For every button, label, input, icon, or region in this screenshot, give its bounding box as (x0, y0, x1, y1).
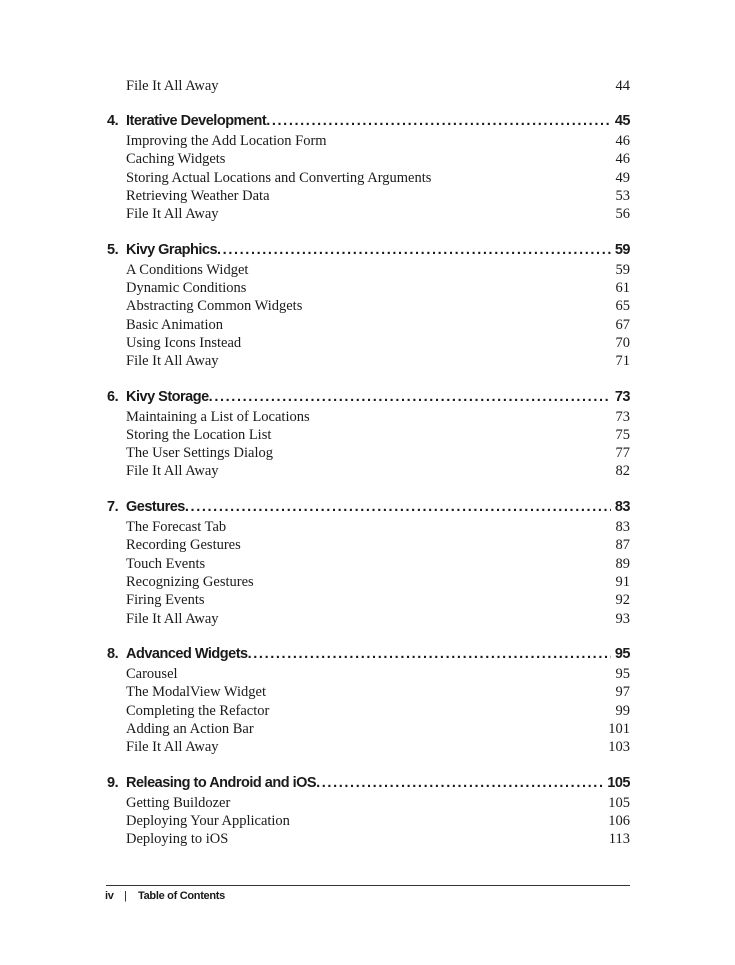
section-page-number: 61 (615, 280, 630, 296)
section-page-number: 70 (615, 335, 630, 351)
toc-section-entry[interactable] (126, 444, 630, 462)
toc-section-entry[interactable] (126, 683, 630, 701)
section-title: Dynamic Conditions (126, 280, 247, 296)
footer-rule (106, 885, 630, 886)
chapter-number: 8. (107, 646, 119, 662)
toc-section-entry[interactable] (126, 352, 630, 370)
toc-section-entry[interactable] (126, 77, 630, 95)
toc-chapter-6[interactable] (107, 387, 630, 407)
section-page-number: 53 (615, 188, 630, 204)
section-page-number: 44 (615, 78, 630, 94)
toc-section-entry[interactable] (126, 610, 630, 628)
toc-section-entry[interactable] (126, 720, 630, 738)
chapter-title: Kivy Graphics (126, 242, 218, 258)
toc-section-entry[interactable] (126, 591, 630, 609)
chapter-page-number: 95 (614, 646, 630, 662)
section-page-number: 89 (615, 556, 630, 572)
section-page-number: 67 (615, 317, 630, 333)
toc-section-entry[interactable] (126, 279, 630, 297)
section-title: File It All Away (126, 353, 219, 369)
section-title: Touch Events (126, 556, 206, 572)
section-title: Caching Widgets (126, 151, 226, 167)
toc-chapter-7[interactable] (107, 497, 630, 517)
dot-leader (266, 111, 611, 131)
section-title: Recognizing Gestures (126, 574, 254, 590)
section-title: Storing the Location List (126, 427, 272, 443)
section-title: The ModalView Widget (126, 684, 267, 700)
chapter-page-number: 105 (607, 775, 630, 791)
toc-section-entry[interactable] (126, 665, 630, 683)
dot-leader (248, 644, 611, 664)
section-page-number: 75 (615, 427, 630, 443)
chapter-page-number: 45 (614, 113, 630, 129)
section-page-number: 59 (615, 262, 630, 278)
section-page-number: 93 (615, 611, 630, 627)
section-page-number: 77 (615, 445, 630, 461)
section-title: Carousel (126, 666, 178, 682)
toc-section-entry[interactable] (126, 536, 630, 554)
section-title: Getting Buildozer (126, 795, 231, 811)
toc-section-entry[interactable] (126, 518, 630, 536)
toc-section-entry[interactable] (126, 169, 630, 187)
section-page-number: 46 (615, 133, 630, 149)
section-title: File It All Away (126, 611, 219, 627)
toc-section-entry[interactable] (126, 205, 630, 223)
chapter-number: 5. (107, 242, 119, 258)
section-title: Completing the Refactor (126, 703, 270, 719)
chapter-page-number: 73 (614, 389, 630, 405)
section-title: File It All Away (126, 739, 219, 755)
toc-section-entry[interactable] (126, 555, 630, 573)
chapter-number: 6. (107, 389, 119, 405)
toc-chapter-9[interactable] (107, 773, 630, 793)
section-title: File It All Away (126, 463, 219, 479)
section-page-number: 56 (615, 206, 630, 222)
section-page-number: 49 (615, 170, 630, 186)
chapter-page-number: 59 (614, 242, 630, 258)
chapter-number: 9. (107, 775, 119, 791)
toc-section-entry[interactable] (126, 150, 630, 168)
section-page-number: 87 (615, 537, 630, 553)
section-title: Adding an Action Bar (126, 721, 254, 737)
chapter-title: Advanced Widgets (126, 646, 248, 662)
dot-leader (185, 497, 611, 517)
section-page-number: 73 (615, 409, 630, 425)
dot-leader (209, 387, 611, 407)
section-title: Deploying Your Application (126, 813, 290, 829)
toc-section-entry[interactable] (126, 830, 630, 848)
toc-chapter-8[interactable] (107, 644, 630, 664)
section-page-number: 95 (615, 666, 630, 682)
section-page-number: 99 (615, 703, 630, 719)
footer-page-number: iv (105, 890, 114, 902)
toc-section-entry[interactable] (126, 261, 630, 279)
section-page-number: 46 (615, 151, 630, 167)
section-title: Deploying to iOS (126, 831, 229, 847)
section-page-number: 82 (615, 463, 630, 479)
toc-section-entry[interactable] (126, 187, 630, 205)
section-title: File It All Away (126, 206, 219, 222)
section-page-number: 97 (615, 684, 630, 700)
section-page-number: 83 (615, 519, 630, 535)
chapter-title: Kivy Storage (126, 389, 209, 405)
toc-section-entry[interactable] (126, 812, 630, 830)
toc-section-entry[interactable] (126, 297, 630, 315)
section-title: Abstracting Common Widgets (126, 298, 303, 314)
chapter-title: Releasing to Android and iOS (126, 775, 317, 791)
toc-section-entry[interactable] (126, 462, 630, 480)
toc-section-entry[interactable] (126, 426, 630, 444)
section-page-number: 103 (608, 739, 630, 755)
section-page-number: 101 (608, 721, 630, 737)
footer-separator: | (124, 890, 127, 902)
chapter-title: Gestures (126, 499, 185, 515)
chapter-title: Iterative Development (126, 113, 267, 129)
chapter-number: 4. (107, 113, 119, 129)
section-title: Using Icons Instead (126, 335, 242, 351)
toc-section-entry[interactable] (126, 738, 630, 756)
section-title: Firing Events (126, 592, 205, 608)
toc-section-entry[interactable] (126, 316, 630, 334)
dot-leader (217, 240, 611, 260)
section-title: Maintaining a List of Locations (126, 409, 310, 425)
toc-section-entry[interactable] (126, 408, 630, 426)
toc-section-entry[interactable] (126, 794, 630, 812)
toc-chapter-4[interactable] (107, 111, 630, 131)
footer-section-title: Table of Contents (138, 890, 225, 902)
toc-section-entry[interactable] (126, 702, 630, 720)
section-title: Recording Gestures (126, 537, 241, 553)
section-title: Improving the Add Location Form (126, 133, 327, 149)
toc-section-entry[interactable] (126, 334, 630, 352)
toc-chapter-5[interactable] (107, 240, 630, 260)
chapter-page-number: 83 (614, 499, 630, 515)
section-page-number: 113 (608, 831, 630, 847)
section-title: Retrieving Weather Data (126, 188, 270, 204)
section-page-number: 106 (608, 813, 630, 829)
toc-section-entry[interactable] (126, 573, 630, 591)
section-title: Basic Animation (126, 317, 224, 333)
dot-leader (316, 773, 603, 793)
section-title: A Conditions Widget (126, 262, 249, 278)
section-title: Storing Actual Locations and Converting Arguments (126, 170, 432, 186)
chapter-number: 7. (107, 499, 119, 515)
toc-section-entry[interactable] (126, 132, 630, 150)
section-title: The User Settings Dialog (126, 445, 273, 461)
section-page-number: 91 (615, 574, 630, 590)
page-footer (105, 890, 225, 902)
section-page-number: 105 (608, 795, 630, 811)
section-page-number: 65 (615, 298, 630, 314)
section-title: File It All Away (126, 78, 219, 94)
section-title: The Forecast Tab (126, 519, 227, 535)
section-page-number: 92 (615, 592, 630, 608)
section-page-number: 71 (615, 353, 630, 369)
